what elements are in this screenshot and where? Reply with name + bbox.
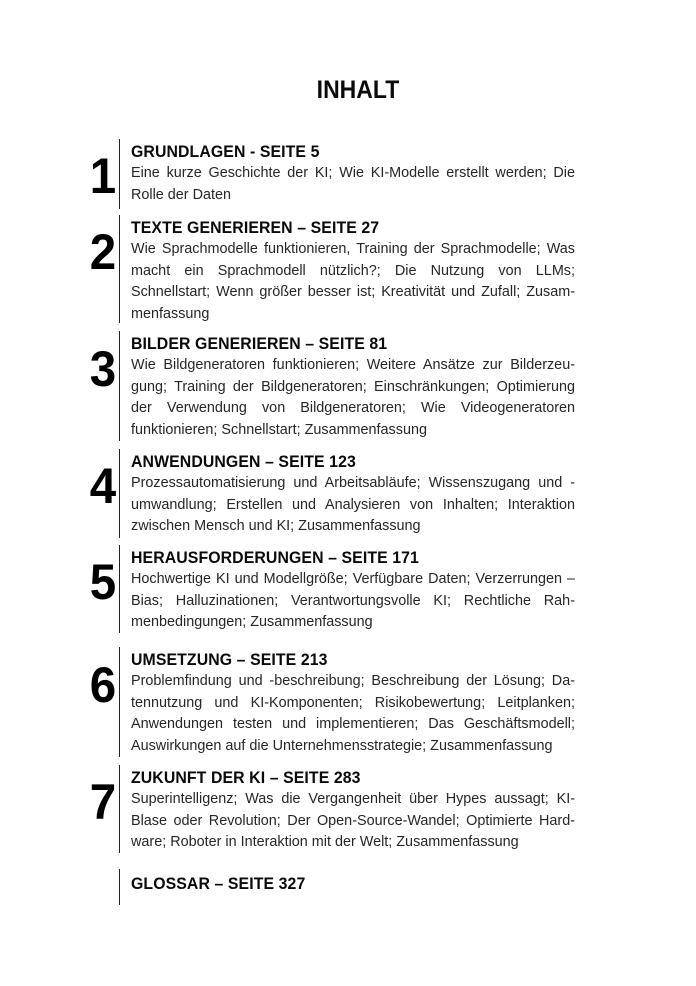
entry-content [131,548,575,634]
entry-content [131,650,575,757]
chapter-heading[interactable]: BILDER GENERIEREN – SEITE 81 [131,335,388,353]
divider-bar [119,765,120,853]
chapter-description: Eine kurze Geschichte der KI; Wie KI-Modelle erstellt werden; Die Rolle der Daten [131,165,575,203]
chapter-description: Superintelligenz; Was die Vergangenheit über Hypes aussagt; KI-Blase oder Revolution; Der Open-Source-Wandel; Optimierte Hardware; Roboter in Interaktion mit der Welt; Zusammenfassung [131,791,575,851]
chapter-heading[interactable]: GRUNDLAGEN - SEITE 5 [131,143,320,161]
divider-bar [119,869,120,905]
toc-entry-6[interactable] [0,647,696,757]
toc-entry-3[interactable] [0,331,696,441]
chapter-number: 3 [89,341,117,397]
chapter-number: 1 [89,148,117,204]
chapter-description: Problemfindung und -beschreibung; Beschreibung der Lösung; Datennutzung und KI-Komponenten; Risikobewertung; Leitplanken; Anwendungen testen und implementieren; Das Geschäftsmodell; Auswirkungen auf die Unternehmensstrategie; Zusammenfassung [131,673,575,754]
toc-entry-4[interactable] [0,449,696,538]
entry-content [131,768,575,854]
chapter-heading[interactable]: HERAUSFORDERUNGEN – SEITE 171 [131,549,419,567]
toc-entry-1[interactable] [0,139,696,209]
entry-content [131,874,575,894]
chapter-heading[interactable]: ZUKUNFT DER KI – SEITE 283 [131,769,361,787]
entry-content [131,334,575,441]
entry-content [131,218,575,325]
divider-bar [119,647,120,757]
divider-bar [119,139,120,209]
divider-bar [119,215,120,323]
glossary-heading[interactable]: GLOSSAR – SEITE 327 [131,875,306,893]
chapter-description: Wie Sprachmodelle funktionieren, Training der Sprachmodelle; Was macht ein Sprachmodell nützlich?; Die Nutzung von LLMs; Schnellstart; Wenn größer besser ist; Kreativität und Zufall; Zusammenfassung [131,241,575,322]
toc-entry-glossary[interactable] [0,869,696,905]
chapter-number: 7 [89,774,117,830]
entry-content [131,452,575,538]
chapter-description: Prozessautomatisierung und Arbeitsabläufe; Wissenszugang und -umwandlung; Erstellen und Analysieren von Inhalten; Interaktion zwischen Mensch und KI; Zusammenfassung [131,475,575,535]
divider-bar [119,545,120,633]
divider-bar [119,331,120,441]
toc-entry-2[interactable] [0,215,696,323]
chapter-number: 5 [89,554,117,610]
page-title: INHALT [316,76,400,104]
chapter-number: 4 [89,458,117,514]
divider-bar [119,449,120,538]
toc-entry-5[interactable] [0,545,696,633]
chapter-heading[interactable]: ANWENDUNGEN – SEITE 123 [131,453,356,471]
chapter-description: Wie Bildgeneratoren funktionieren; Weitere Ansätze zur Bilderzeugung; Training der Bildgeneratoren; Einschränkungen; Optimierung der Verwendung von Bildgeneratoren; Wie Videogeneratoren funktionieren; Schnellstart; Zusammenfassung [131,357,575,438]
chapter-heading[interactable]: TEXTE GENERIEREN – SEITE 27 [131,219,380,237]
chapter-number: 2 [89,224,117,280]
chapter-heading[interactable]: UMSETZUNG – SEITE 213 [131,651,328,669]
toc-entry-7[interactable] [0,765,696,853]
chapter-number: 6 [89,657,117,713]
entry-content [131,142,575,206]
chapter-description: Hochwertige KI und Modellgröße; Verfügbare Daten; Verzerrungen – Bias; Halluzinationen; Verantwortungsvolle KI; Rechtliche Rahmenbedingungen; Zusammenfassung [131,571,575,631]
